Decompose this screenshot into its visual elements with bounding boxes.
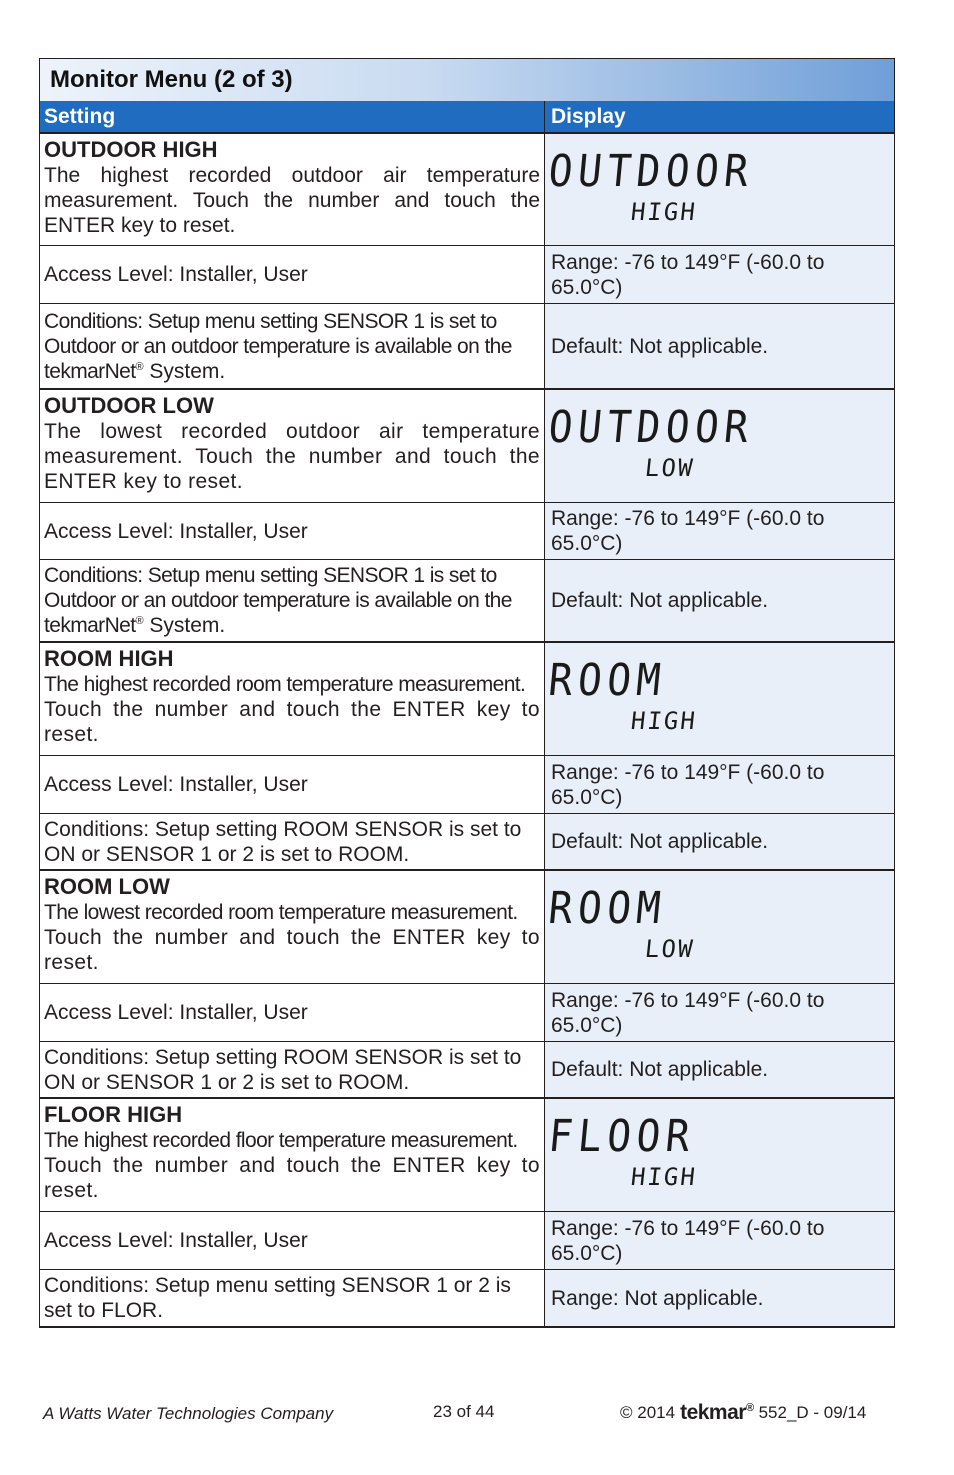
setting-description: The lowest recorded outdoor air temperature measurement. Touch the number and touch the ENTER key to reset. <box>44 420 540 493</box>
lcd-display <box>545 134 894 245</box>
table-title: Monitor Menu (2 of 3) <box>40 59 894 101</box>
setting-description-rest: Touch the number and touch the ENTER key to reset. <box>44 698 540 746</box>
range-value: Range: -76 to 149°F (-60.0 to 65.0°C) <box>545 1212 894 1269</box>
setting-cell <box>40 643 545 755</box>
lcd-main-text: OUTDOOR <box>546 146 756 197</box>
footer-right <box>620 1401 866 1425</box>
access-level: Access Level: Installer, User <box>40 984 545 1041</box>
setting-column-header: Setting <box>40 101 545 132</box>
tekmar-logo: tekmar® <box>680 1401 754 1424</box>
page-number: 23 of 44 <box>433 1402 495 1421</box>
room-high-row <box>40 643 894 756</box>
conditions-text: Conditions: Setup menu setting SENSOR 1 or 2 is set to FLOR. <box>40 1270 545 1326</box>
conditions-row <box>40 814 894 871</box>
setting-description-line1: The highest recorded floor temperature measurement. <box>44 1129 518 1152</box>
default-value: Default: Not applicable. <box>545 814 894 869</box>
lcd-sub-text: HIGH <box>629 707 699 735</box>
lcd-main-text: ROOM <box>546 883 669 934</box>
lcd-main-text: FLOOR <box>546 1111 698 1162</box>
default-value: Default: Not applicable. <box>545 560 894 641</box>
lcd-sub-text: LOW <box>643 454 696 482</box>
setting-cell <box>40 134 545 245</box>
lcd-sub-text: LOW <box>643 935 696 963</box>
access-level: Access Level: Installer, User <box>40 246 545 303</box>
lcd-display <box>545 390 894 502</box>
outdoor-high-row <box>40 134 894 246</box>
room-low-row <box>40 871 894 984</box>
access-row <box>40 756 894 814</box>
access-row <box>40 503 894 560</box>
range-value: Range: -76 to 149°F (-60.0 to 65.0°C) <box>545 984 894 1041</box>
setting-name: OUTDOOR LOW <box>44 393 214 418</box>
display-column-header: Display <box>551 104 626 128</box>
setting-name: FLOOR HIGH <box>44 1102 183 1127</box>
monitor-menu-table <box>39 58 895 1328</box>
lcd-sub-text: HIGH <box>629 1163 699 1191</box>
lcd-display <box>545 643 894 755</box>
access-row <box>40 1212 894 1270</box>
default-value: Default: Not applicable. <box>545 304 894 388</box>
setting-cell <box>40 390 545 502</box>
copyright: © 2014 <box>620 1403 676 1422</box>
access-row <box>40 246 894 304</box>
lcd-display <box>545 871 894 983</box>
setting-cell <box>40 871 545 983</box>
conditions-text: Conditions: Setup setting ROOM SENSOR is set to ON or SENSOR 1 or 2 is set to ROOM. <box>40 1042 545 1097</box>
setting-cell <box>40 1099 545 1211</box>
setting-name: ROOM HIGH <box>44 646 174 671</box>
conditions-row <box>40 304 894 390</box>
setting-description-line1: The lowest recorded room temperature measurement. <box>44 901 518 924</box>
table-header-row <box>40 101 894 134</box>
default-value: Range: Not applicable. <box>545 1270 894 1326</box>
access-level: Access Level: Installer, User <box>40 756 545 813</box>
range-value: Range: -76 to 149°F (-60.0 to 65.0°C) <box>545 503 894 559</box>
setting-name: ROOM LOW <box>44 874 170 899</box>
setting-description: The highest recorded outdoor air temperature measurement. Touch the number and touch the ENTER key to reset. <box>44 164 540 237</box>
access-row <box>40 984 894 1042</box>
range-value: Range: -76 to 149°F (-60.0 to 65.0°C) <box>545 756 894 813</box>
conditions-row <box>40 1042 894 1099</box>
default-value: Default: Not applicable. <box>545 1042 894 1097</box>
setting-description-rest: Touch the number and touch the ENTER key to reset. <box>44 1154 540 1202</box>
setting-description-rest: Touch the number and touch the ENTER key to reset. <box>44 926 540 974</box>
range-value: Range: -76 to 149°F (-60.0 to 65.0°C) <box>545 246 894 303</box>
lcd-sub-text: HIGH <box>629 198 699 226</box>
conditions-row <box>40 1270 894 1326</box>
document-code: 552_D - 09/14 <box>758 1403 867 1422</box>
lcd-main-text: ROOM <box>546 655 669 706</box>
conditions-text: Conditions: Setup setting ROOM SENSOR is set to ON or SENSOR 1 or 2 is set to ROOM. <box>40 814 545 869</box>
conditions-row <box>40 560 894 643</box>
access-level: Access Level: Installer, User <box>40 503 545 559</box>
floor-high-row <box>40 1099 894 1212</box>
lcd-main-text: OUTDOOR <box>546 402 756 453</box>
conditions-text: Conditions: Setup menu setting SENSOR 1 is set to Outdoor or an outdoor temperature is available on the tekmarNet® System. <box>40 560 545 641</box>
footer-company: A Watts Water Technologies Company <box>43 1404 334 1423</box>
setting-description-line1: The highest recorded room temperature measurement. <box>44 673 526 696</box>
conditions-text: Conditions: Setup menu setting SENSOR 1 is set to Outdoor or an outdoor temperature is available on the tekmarNet® System. <box>40 304 545 388</box>
setting-name: OUTDOOR HIGH <box>44 137 218 162</box>
access-level: Access Level: Installer, User <box>40 1212 545 1269</box>
lcd-display <box>545 1099 894 1211</box>
outdoor-low-row <box>40 390 894 503</box>
